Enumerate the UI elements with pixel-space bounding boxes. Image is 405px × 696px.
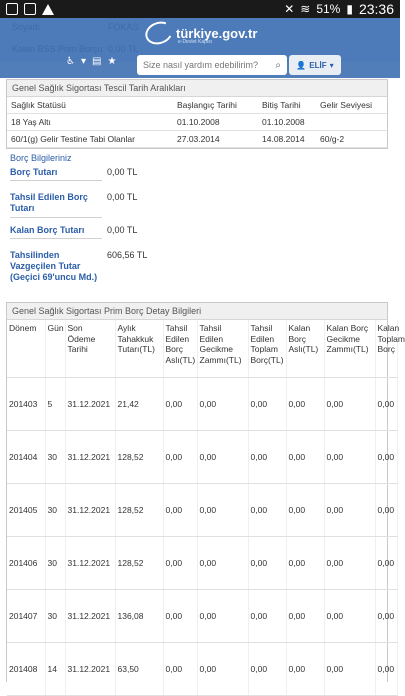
table-cell: 201405 (7, 483, 45, 536)
chevron-down-icon[interactable]: ▾ (80, 56, 86, 67)
table-cell: 136,08 (115, 589, 163, 642)
table-cell (316, 114, 387, 131)
column-header: Tahsil Edilen Gecikme Zammı(TL) (197, 320, 248, 377)
borc-label: Tahsilinden Vazgeçilen Tutar (Geçici 69'uncu Md.) (10, 250, 98, 282)
table-cell: 30 (45, 483, 65, 536)
table-cell: 0,00 (286, 536, 324, 589)
column-header: Dönem (7, 320, 45, 377)
table-row (7, 131, 387, 148)
battery-level: 51% (316, 2, 341, 16)
table-cell: 0,00 (248, 430, 286, 483)
table-row (7, 483, 397, 536)
table-cell: 01.10.2008 (173, 114, 258, 131)
table-row (7, 589, 397, 642)
borc-label: Kalan Borç Tutarı (10, 225, 85, 235)
table-cell: 0,00 (324, 377, 375, 430)
table-cell: 0,00 (163, 483, 197, 536)
image-icon (24, 3, 36, 15)
table-cell: 30 (45, 430, 65, 483)
card-icon[interactable]: ▤ (92, 56, 102, 67)
tescil-table (7, 97, 387, 148)
column-header: Başlangıç Tarihi (173, 97, 258, 114)
table-cell: 63,50 (115, 642, 163, 695)
borc-heading: Borç Bilgileriniz (10, 153, 72, 163)
table-cell: 0,00 (375, 536, 397, 589)
borc-label: Tahsil Edilen Borç Tutarı (10, 192, 88, 213)
borc-value: 0,00 TL (107, 167, 138, 177)
table-cell: 0,00 (197, 589, 248, 642)
table-cell: 31.12.2021 (65, 377, 115, 430)
table-cell: 31.12.2021 (65, 536, 115, 589)
user-name: ELİF (309, 60, 327, 70)
table-cell: 60/g-2 (316, 131, 387, 148)
e-devlet-logo-icon (142, 18, 176, 48)
battery-icon: ▮ (346, 2, 353, 16)
logo-subtitle: e-Devlet Kapısı (178, 39, 213, 45)
table-cell: 0,00 (197, 642, 248, 695)
table-cell: 0,00 (324, 430, 375, 483)
table-cell: 0,00 (248, 377, 286, 430)
table-row (7, 114, 387, 131)
column-header: Aylık Tahakkuk Tutarı(TL) (115, 320, 163, 377)
table-cell: 0,00 (375, 642, 397, 695)
tescil-section (6, 79, 388, 149)
warning-icon (42, 4, 54, 15)
star-icon[interactable]: ★ (107, 56, 117, 67)
table-cell: 128,52 (115, 536, 163, 589)
column-header: Son Ödeme Tarihi (65, 320, 115, 377)
accessibility-tools (66, 56, 116, 67)
table-cell: 01.10.2008 (258, 114, 316, 131)
column-header: Kalan Borç Aslı(TL) (286, 320, 324, 377)
table-header-row (7, 97, 387, 114)
column-header: Tahsil Edilen Toplam Borç(TL) (248, 320, 286, 377)
table-cell: 201408 (7, 642, 45, 695)
table-row (7, 536, 397, 589)
table-cell: 0,00 (324, 589, 375, 642)
borc-value: 606,56 TL (107, 250, 148, 260)
table-cell: 0,00 (286, 377, 324, 430)
table-cell: 0,00 (163, 589, 197, 642)
table-cell: 0,00 (197, 536, 248, 589)
table-cell: 201407 (7, 589, 45, 642)
table-cell: 0,00 (248, 642, 286, 695)
table-cell: 0,00 (324, 642, 375, 695)
table-cell: 0,00 (286, 642, 324, 695)
table-header-row (7, 320, 397, 377)
table-cell: 31.12.2021 (65, 430, 115, 483)
table-cell: 0,00 (375, 589, 397, 642)
table-cell: 0,00 (197, 483, 248, 536)
detay-title: Genel Sağlık Sigortası Prim Borç Detay Bilgileri (7, 303, 387, 320)
borc-value: 0,00 TL (107, 192, 138, 202)
divider (10, 180, 102, 181)
table-cell: 31.12.2021 (65, 642, 115, 695)
mute-icon: ✕ (284, 2, 295, 16)
search-icon[interactable]: ⌕ (275, 59, 281, 71)
search-input[interactable] (143, 60, 263, 70)
column-header: Tahsil Edilen Borç Aslı(TL) (163, 320, 197, 377)
table-cell: 0,00 (248, 536, 286, 589)
notification-icon (6, 3, 18, 15)
divider (10, 217, 102, 218)
detay-table (7, 320, 405, 696)
table-cell: 201404 (7, 430, 45, 483)
table-cell: 0,00 (163, 642, 197, 695)
column-header: Kalan Toplam Borç (375, 320, 397, 377)
user-icon: 👤 (296, 60, 307, 70)
table-cell: 0,00 (375, 377, 397, 430)
table-cell: 30 (45, 536, 65, 589)
wifi-icon: ≋ (300, 2, 311, 16)
table-cell: 21,42 (115, 377, 163, 430)
tescil-title: Genel Sağlık Sigortası Tescil Tarih Aralıkları (7, 80, 387, 97)
table-cell: 0,00 (163, 430, 197, 483)
table-cell: 0,00 (163, 536, 197, 589)
table-cell: 18 Yaş Altı (7, 114, 173, 131)
table-cell: 0,00 (324, 536, 375, 589)
table-cell: 27.03.2014 (173, 131, 258, 148)
table-cell: 0,00 (163, 377, 197, 430)
table-cell: 0,00 (248, 589, 286, 642)
table-cell: 0,00 (248, 483, 286, 536)
table-cell: 0,00 (286, 430, 324, 483)
column-header: Sağlık Statüsü (7, 97, 173, 114)
table-cell: 60/1(g) Gelir Testine Tabi Olanlar (7, 131, 173, 148)
table-row (7, 430, 397, 483)
search-box[interactable] (137, 55, 287, 75)
detay-body (7, 377, 397, 695)
site-header (0, 18, 400, 78)
user-menu-button[interactable] (289, 55, 341, 75)
table-row (7, 377, 397, 430)
table-cell: 31.12.2021 (65, 589, 115, 642)
logo-text: türkiye.gov.tr (176, 25, 258, 41)
table-cell: 14.08.2014 (258, 131, 316, 148)
table-cell: 128,52 (115, 430, 163, 483)
table-cell: 0,00 (197, 377, 248, 430)
table-cell: 31.12.2021 (65, 483, 115, 536)
table-row (7, 642, 397, 695)
status-bar (0, 0, 400, 18)
table-cell: 5 (45, 377, 65, 430)
column-header: Gün (45, 320, 65, 377)
table-cell: 0,00 (197, 430, 248, 483)
borc-label: Borç Tutarı (10, 167, 58, 177)
accessibility-icon[interactable]: ♿ (66, 56, 75, 67)
table-cell: 0,00 (324, 483, 375, 536)
column-header: Kalan Borç Gecikme Zammı(TL) (324, 320, 375, 377)
clock: 23:36 (358, 1, 394, 17)
chevron-down-icon: ▾ (329, 60, 334, 70)
borc-value: 0,00 TL (107, 225, 138, 235)
table-cell: 0,00 (286, 483, 324, 536)
table-cell: 128,52 (115, 483, 163, 536)
turkiye-gov-logo[interactable] (145, 22, 275, 44)
table-cell: 0,00 (375, 430, 397, 483)
table-cell: 30 (45, 589, 65, 642)
column-header: Bitiş Tarihi (258, 97, 316, 114)
detay-section (6, 302, 405, 682)
column-header: Gelir Seviyesi (316, 97, 387, 114)
table-cell: 201406 (7, 536, 45, 589)
table-cell: 0,00 (286, 589, 324, 642)
divider (10, 238, 102, 239)
table-cell: 14 (45, 642, 65, 695)
table-cell: 0,00 (375, 483, 397, 536)
table-cell: 201403 (7, 377, 45, 430)
